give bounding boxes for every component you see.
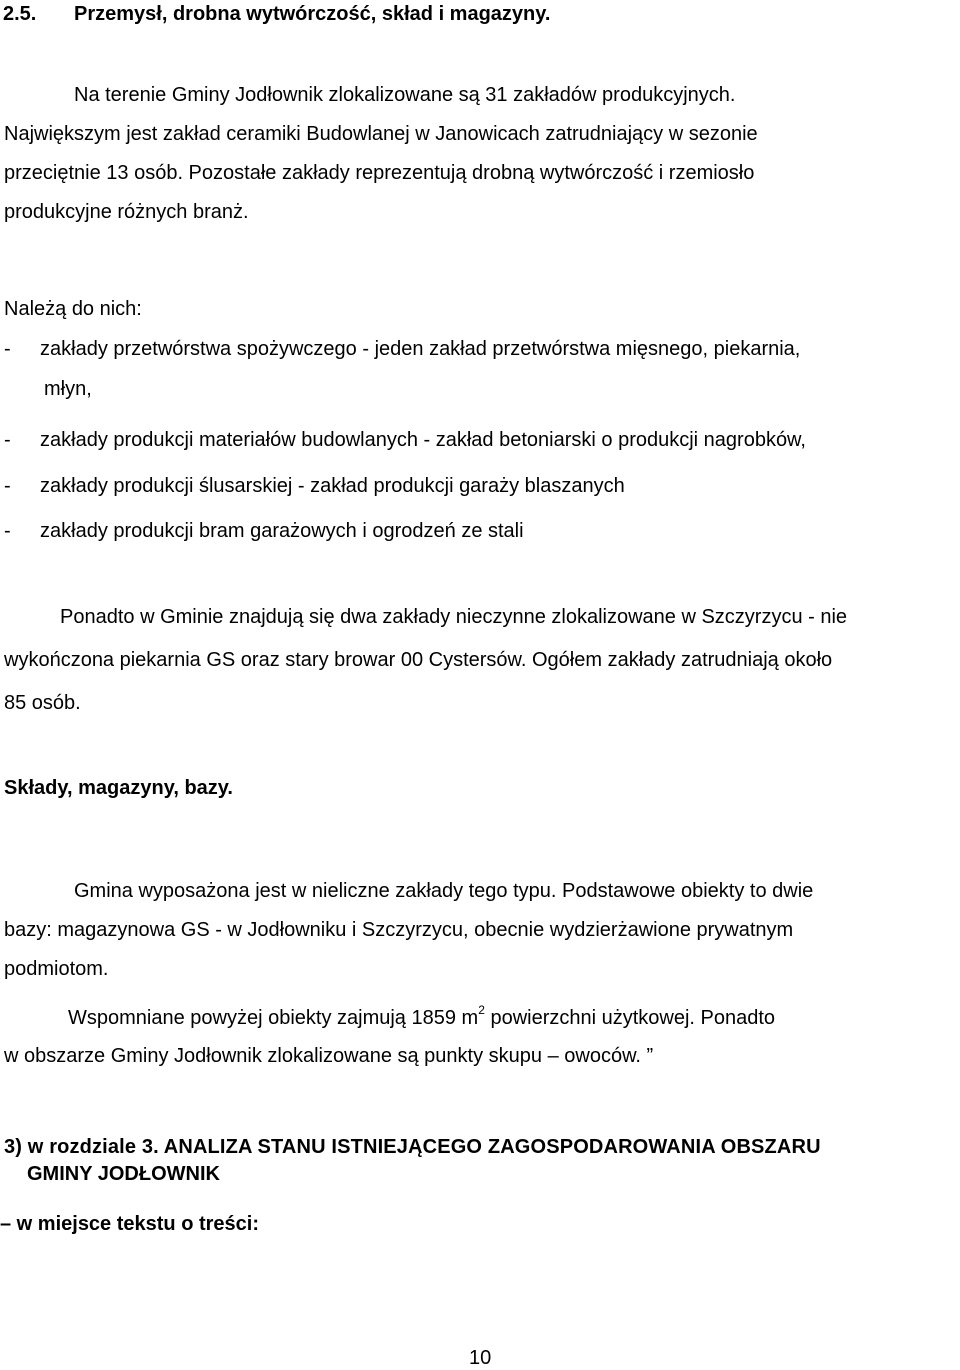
- para3-line3: podmiotom.: [4, 958, 109, 980]
- para3-line2: bazy: magazynowa GS - w Jodłowniku i Szczyrzycu, obecnie wydzierżawione prywatnym: [4, 919, 794, 941]
- section-title: Przemysł, drobna wytwórczość, skład i magazyny.: [74, 3, 551, 25]
- para1-line3: przeciętnie 13 osób. Pozostałe zakłady reprezentują drobną wytwórczość i rzemiosło: [4, 162, 755, 184]
- para4-line1: Wspomniane powyżej obiekty zajmują 1859 $m^2$ powierzchni użytkowej. Ponadto: [68, 1003, 776, 1029]
- section-number: 2.5.: [3, 3, 37, 25]
- list-intro: Należą do nich:: [4, 298, 142, 320]
- superscript-2: 2: [478, 1003, 485, 1018]
- para2-line3: 85 osób.: [4, 692, 81, 714]
- para2-line1: Ponadto w Gminie znajdują się dwa zakłady nieczynne zlokalizowane w Szczyrzycu - nie: [60, 606, 848, 628]
- amendment-line2: GMINY JODŁOWNIK: [27, 1163, 220, 1185]
- list-item-continuation: młyn,: [44, 378, 92, 400]
- list-dash: -: [4, 520, 11, 542]
- para4-line2: w obszarze Gminy Jodłownik zlokalizowane są punkty skupu – owoców. ”: [4, 1045, 654, 1067]
- para1-line2: Największym jest zakład ceramiki Budowlanej w Janowicach zatrudniający w sezonie: [4, 123, 758, 145]
- page-number: 10: [469, 1347, 492, 1369]
- list-dash: -: [4, 429, 11, 451]
- list-item: zakłady przetwórstwa spożywczego - jeden zakład przetwórstwa mięsnego, piekarnia,: [40, 338, 801, 360]
- list-dash: -: [4, 475, 11, 497]
- list-dash: -: [4, 338, 11, 360]
- list-item: zakłady produkcji materiałów budowlanych - zakład betoniarski o produkcji nagrobków,: [40, 429, 806, 451]
- para2-line2: wykończona piekarnia GS oraz stary browar 00 Cystersów. Ogółem zakłady zatrudniają około: [4, 649, 833, 671]
- para1-line1: Na terenie Gminy Jodłownik zlokalizowane są 31 zakładów produkcyjnych.: [74, 84, 736, 106]
- subheading: Składy, magazyny, bazy.: [4, 777, 233, 799]
- amendment-line1: 3) w rozdziale 3. ANALIZA STANU ISTNIEJĄCEGO ZAGOSPODAROWANIA OBSZARU: [4, 1136, 821, 1158]
- para3-line1: Gmina wyposażona jest w nieliczne zakłady tego typu. Podstawowe obiekty to dwie: [74, 880, 814, 902]
- para1-line4: produkcyjne różnych branż.: [4, 201, 249, 223]
- list-item: zakłady produkcji bram garażowych i ogrodzeń ze stali: [40, 520, 524, 542]
- list-item: zakłady produkcji ślusarskiej - zakład produkcji garaży blaszanych: [40, 475, 625, 497]
- amendment-line3: – w miejsce tekstu o treści:: [0, 1213, 260, 1235]
